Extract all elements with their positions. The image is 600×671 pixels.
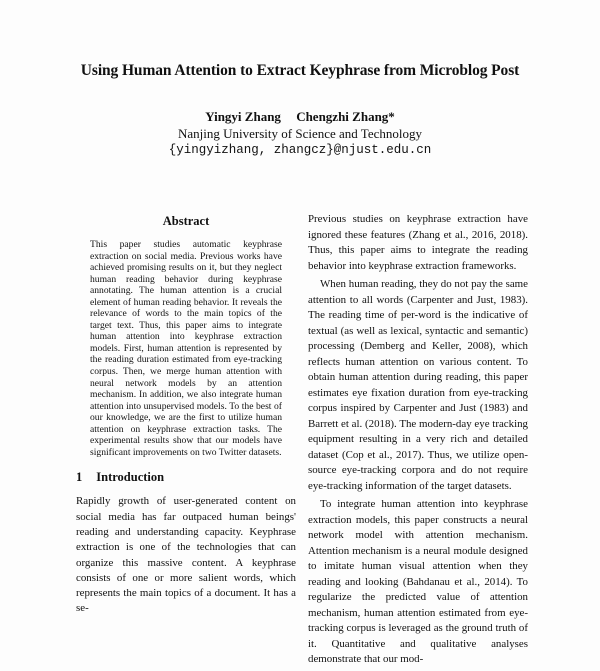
author-1: Yingyi Zhang [205,109,281,124]
section-heading-introduction [76,470,296,485]
author-block [0,108,600,159]
abstract-text: This paper studies automatic keyphrase extraction on social media. Previous works have achieved promising results on it, but they neglect human reading behavior during keyphrase annotating. The human attention is a crucial element of human reading behavior. It reveals the relevance of words to the main topics of the target text. Thus, this paper aims to integrate human attention into keyphrase extraction models. First, human attention is represented by the reading duration estimated from eye-tracking corpus. Then, we merge human attention with neural network models by an attention mechanism. In addition, we also integrate human attention into unsupervised models. To the best of our knowledge, we are the first to utilize human attention on keyphrase extraction tasks. The experimental results show that our models have significant improvements on two Twitter datasets. [90,239,282,458]
section-title: Introduction [96,470,165,485]
section-number: 1 [76,470,83,485]
author-2: Chengzhi Zhang* [296,109,395,124]
intro-paragraph: Rapidly growth of user-generated content on social media has far outpaced human beings' reading and understanding capacity. Keyphrase extraction is one of the technologies that can organize this massive content. A keyphrase consists of one or more salient words, which represents the main topics of a document. It has a se- [76,495,296,615]
left-column [76,214,296,617]
author-email: {yingyizhang, zhangcz}@njust.edu.cn [168,143,432,157]
right-column [308,212,528,671]
author-names [0,108,600,125]
paper-title: Using Human Attention to Extract Keyphrase from Microblog Post [80,62,520,79]
affiliation: Nanjing University of Science and Technology [178,126,422,141]
abstract-heading: Abstract [162,214,210,228]
body-paragraph: When human reading, they do not pay the same attention to all words (Carpenter and Just, 1983). The reading time of per-word is the indicative of textual (as well as lexical, syntactic and semantic) processing (Demberg and Keller, 2008), which reflects human attention on various content. To obtain human attention during reading, this paper estimates eye fixation duration from eye-tracking corpus inspired by Carpenter and Just (1983) and Barrett et al. (2018). The modern-day eye tracking equipment resulting in a very rich and detailed dataset (Cop et al., 2017). Thus, we utilize open-source eye-tracking corpora and do not require eye-tracking information of the target datasets. [308,278,528,492]
body-paragraph: Previous studies on keyphrase extraction have ignored these features (Zhang et al., 2016, 2018). Thus, this paper aims to integrate the reading behavior into keyphrase extraction frameworks. [308,213,528,272]
body-paragraph: To integrate human attention into keyphrase extraction models, this paper constructs a neural network model with attention mechanism. Attention mechanism is a neural module designed to imitate human visual attention when they reading and looking (Bahdanau et al., 2014). To regularize the predicted value of attention mechanism, human attention estimated from eye-tracking corpus is leveraged as the ground truth of it. Quantitative and qualitative analyses demonstrate that our mod- [308,498,528,665]
